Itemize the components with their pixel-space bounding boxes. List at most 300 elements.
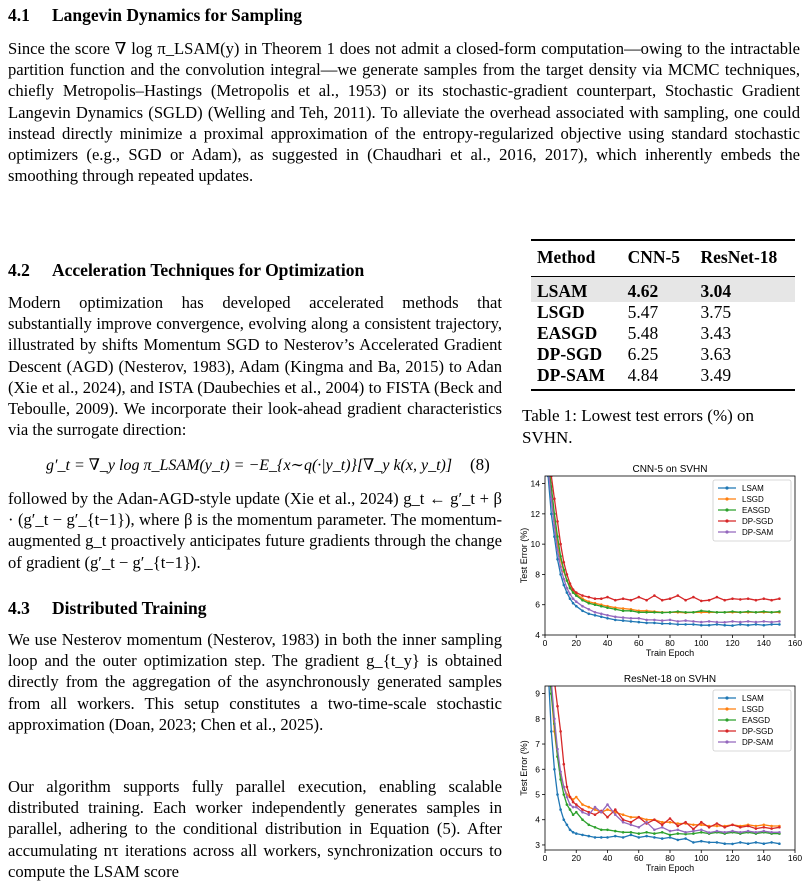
legend-marker [725,696,728,699]
data-point [755,827,758,830]
data-point [700,840,703,843]
x-tick-label: 60 [634,853,644,863]
data-point [588,613,591,616]
data-point [575,605,578,608]
data-point [581,811,584,814]
y-tick-label: 6 [535,599,540,610]
equation-number: (8) [470,455,490,474]
x-tick-label: 40 [602,638,613,648]
table-cell: LSGD [537,302,585,322]
data-point [763,624,766,627]
data-point [550,497,553,500]
data-point [588,806,591,809]
data-point [588,835,591,838]
data-point [684,611,687,614]
data-point [778,597,781,600]
section-heading-4-2 [8,260,364,281]
data-point [569,582,572,585]
data-point [566,587,569,590]
data-point [669,611,672,614]
data-point [700,821,703,824]
data-point [563,578,566,581]
data-point [550,730,553,733]
data-point [716,825,719,828]
table-cell: 4.84 [627,365,659,385]
data-point [606,803,609,806]
data-point [600,836,603,839]
data-point [588,602,591,605]
x-tick-label: 140 [756,853,771,863]
equation-8: g′_t = ∇_y log π_LSAM(y_t) = −E_{x∼q(·|y_t)}[∇_y k(x, y_t)] [46,457,453,474]
table-cell: 3.43 [700,323,732,343]
data-point [692,623,695,626]
data-point [569,597,572,600]
data-point [630,831,633,834]
data-point [716,822,719,825]
section-4-3-paragraph-2: Our algorithm supports fully parallel execution, enabling scalable distributed training. Each worker independently generates samples in parallel, adhering to the conditional distribution in Equation (5). After accumulating nτ iterations across all workers, synchronization occurs to compute the LSAM score [8,777,502,881]
data-point [600,605,603,608]
data-point [622,619,625,622]
chart-title: CNN-5 on SVHN [632,464,708,475]
section-title: Langevin Dynamics for Sampling [52,5,303,25]
table-cell: 6.25 [627,344,659,364]
data-point [778,842,781,845]
data-point [594,611,597,614]
data-point [653,622,656,625]
x-axis-label: Train Epoch [645,863,695,873]
data-point [755,611,758,614]
data-point [645,599,648,602]
data-point [692,841,695,844]
data-point [581,594,584,597]
data-point [550,513,553,516]
data-point [723,599,726,602]
results-table [531,239,795,391]
data-point [692,832,695,835]
data-point [708,624,711,627]
data-point [575,811,578,814]
data-point [661,831,664,834]
data-point [645,831,648,834]
legend-marker [725,740,728,743]
data-point [645,611,648,614]
data-point [778,610,781,613]
data-point [581,605,584,608]
data-point [669,836,672,839]
section-number: 4.3 [8,598,30,618]
data-point [563,793,566,796]
table-header: ResNet-18 [700,247,778,267]
data-point [556,793,559,796]
data-point [630,821,633,824]
data-point [566,824,569,827]
data-point [684,831,687,834]
data-point [708,599,711,602]
section-heading-4-3 [8,598,206,619]
y-tick-label: 5 [535,789,540,800]
data-point [581,808,584,811]
data-point [566,591,569,594]
data-point [569,796,572,799]
data-point [661,599,664,602]
data-point [739,621,742,624]
data-point [594,806,597,809]
data-point [755,623,758,626]
legend [713,480,791,541]
data-point [669,817,672,820]
data-point [731,830,734,833]
table-row [531,365,795,390]
data-point [700,831,703,834]
data-point [575,803,578,806]
data-point [669,622,672,625]
section-number: 4.2 [8,260,30,280]
data-point [638,832,641,835]
data-point [778,826,781,829]
data-point [700,624,703,627]
data-point [755,831,758,834]
legend-label: EASGD [742,506,771,515]
data-point [630,617,633,620]
data-point [653,832,656,835]
data-point [600,811,603,814]
data-point [588,813,591,816]
data-point [739,623,742,626]
legend [713,690,791,751]
data-point [731,610,734,613]
table-header-row [531,240,795,277]
data-point [708,610,711,613]
data-point [723,842,726,845]
data-point [581,599,584,602]
data-point [572,831,575,834]
data-point [559,808,562,811]
data-point [614,619,617,622]
x-tick-label: 20 [571,853,581,863]
y-axis-label: Test Error (%) [519,740,529,796]
data-point [563,584,566,587]
data-point [572,806,575,809]
data-point [638,611,641,614]
data-point [763,824,766,827]
section-4-1-paragraph: Since the score ∇ log π_LSAM(y) in Theorem 1 does not admit a closed-form computation—owing to the intractable partition function and the convolution integral—we generate samples from the target density via MCMC techniques, chiefly Metropolis–Hastings (Metropolis et al., 1953) or its stochastic-gradient counterpart, Stochastic Gradient Langevin Dynamics (SGLD) (Welling and Teh, 2011). To alleviate the overhead associated with sampling, one could instead directly minimize a proximal approximation of the entropy-regularized objective using standard stochastic optimizers (e.g., SGD or Adam), as suggested in (Chaudhari et al., 2016, 2017), which inherently embeds the smoothing through repeated updates. [8,39,800,186]
data-point [692,620,695,623]
data-point [684,623,687,626]
data-point [778,831,781,834]
table-cell: 5.47 [627,302,659,322]
x-tick-label: 40 [602,853,613,863]
section-number: 4.1 [8,5,30,25]
data-point [594,836,597,839]
legend-marker [725,508,728,511]
data-point [684,821,687,824]
data-point [716,830,719,833]
data-point [575,806,578,809]
data-point [594,826,597,829]
data-point [700,600,703,603]
y-tick-label: 4 [535,630,540,640]
data-point [575,832,578,835]
data-point [723,831,726,834]
data-point [716,596,719,599]
data-point [661,826,664,829]
data-point [700,621,703,624]
data-point [684,599,687,602]
data-point [572,588,575,591]
y-tick-label: 9 [535,688,540,699]
data-point [747,610,750,613]
data-point [566,796,569,799]
data-point [575,594,578,597]
data-point [581,834,584,837]
data-point [600,829,603,832]
data-point [653,594,656,597]
data-point [692,824,695,827]
legend-label: LSGD [742,495,764,504]
data-point [684,837,687,840]
data-point [723,621,726,624]
data-point [614,830,617,833]
data-point [556,549,559,552]
data-point [638,826,641,829]
data-point [763,842,766,845]
section-4-2-paragraph-2: followed by the Adan-AGD-style update (Xie et al., 2024) g_t ← g′_t + β · (g′_t − g′_{t−1}), where β is the momentum parameter. The momentum-augmented g_t proactively anticipates future gradients through the change of gradient (g′_t − g′_{t−1}). [8,489,502,572]
section-4-3-paragraph: We use Nesterov momentum (Nesterov, 1983) in both the inner sampling loop and the outer optimization step. The gradient g_{t_y} is obtained directly from the aggregation of the asynchronously generated samples from all workers. This setup constitutes a two-time-scale stochastic approximation (Doan, 2023; Chen et al., 2025). [8,630,502,734]
data-point [581,610,584,613]
data-point [770,599,773,602]
data-point [556,705,559,708]
data-point [606,606,609,609]
data-point [684,619,687,622]
x-tick-label: 100 [694,853,709,863]
data-point [606,617,609,620]
data-point [653,611,656,614]
data-point [547,467,550,470]
data-point [770,825,773,828]
table-cell: DP-SGD [537,344,603,364]
data-point [708,831,711,834]
data-point [553,768,556,771]
y-tick-label: 7 [535,739,540,750]
table-header: Method [537,247,596,267]
y-tick-label: 8 [535,713,540,724]
data-point [653,829,656,832]
x-tick-label: 160 [787,853,803,863]
x-tick-label: 160 [787,638,803,648]
table-cell: 3.49 [700,365,732,385]
y-tick-label: 8 [535,569,540,580]
data-point [566,573,569,576]
data-point [763,597,766,600]
legend-label: LSAM [742,484,764,493]
x-tick-label: 80 [665,638,675,648]
data-point [594,603,597,606]
data-point [716,841,719,844]
x-axis-label: Train Epoch [645,648,695,658]
section-4-2-paragraph: Modern optimization has developed accelerated methods that substantially improve convergence, evolving along a consistent trajectory, illustrated by shifts Momentum SGD to Nesterov’s Accelerated Gradient Descent (AGD) (Nesterov, 1983), Adam (Kingma and Ba, 2015) to Adan (Xie et al., 2024), and ISTA (Daubechies et al., 2004) to FISTA (Beck and Teboulle, 2009). We incorporate their look-ahead gradient characteristics via the surrogate direction: [8,293,502,440]
data-point [581,818,584,821]
data-point [731,843,734,846]
data-point [566,786,569,789]
data-point [677,620,680,623]
data-point [645,622,648,625]
data-point [723,611,726,614]
data-point [747,842,750,845]
y-tick-label: 3 [535,839,540,850]
legend-label: DP-SGD [742,727,774,736]
table-cell: 3.63 [700,344,732,364]
data-point [661,611,664,614]
data-point [716,611,719,614]
data-point [630,834,633,837]
legend-label: DP-SAM [742,738,774,747]
data-point [700,829,703,832]
data-point [716,623,719,626]
data-point [677,610,680,613]
data-point [770,621,773,624]
legend-label: LSGD [742,705,764,714]
data-point [755,599,758,602]
data-point [638,621,641,624]
data-point [630,610,633,613]
data-point [661,821,664,824]
data-point [747,620,750,623]
data-point [661,622,664,625]
x-tick-label: 100 [694,638,709,648]
y-tick-label: 6 [535,764,540,775]
data-point [572,602,575,605]
data-point [661,837,664,840]
data-point [763,826,766,829]
data-point [755,841,758,844]
data-point [575,600,578,603]
data-point [739,831,742,834]
data-point [600,597,603,600]
x-tick-label: 120 [725,853,740,863]
data-point [692,611,695,614]
data-point [569,808,572,811]
legend-label: EASGD [742,716,771,725]
data-point [614,599,617,602]
data-point [770,831,773,834]
table-row [531,277,795,303]
legend-marker [725,718,728,721]
data-point [645,619,648,622]
data-point [569,803,572,806]
data-point [763,610,766,613]
data-point [708,841,711,844]
data-point [556,520,559,523]
legend-label: DP-SAM [742,528,774,537]
legend-marker [725,729,728,732]
table-row [531,302,795,323]
data-point [569,587,572,590]
data-point [630,824,633,827]
data-point [550,680,553,683]
data-point [622,836,625,839]
data-point [594,597,597,600]
data-point [731,624,734,627]
table-cell: 3.04 [695,277,795,303]
data-point [778,623,781,626]
section-heading-4-1 [8,5,302,26]
data-point [588,596,591,599]
data-point [563,569,566,572]
data-point [614,835,617,838]
data-point [606,808,609,811]
table-cell: 4.62 [622,277,695,303]
data-point [614,608,617,611]
data-point [614,813,617,816]
data-point [677,832,680,835]
data-point [566,579,569,582]
data-point [553,718,556,721]
data-point [700,824,703,827]
data-point [755,825,758,828]
x-tick-label: 0 [542,853,548,863]
legend-marker [725,707,728,710]
data-point [569,829,572,832]
data-point [653,836,656,839]
data-point [606,829,609,832]
y-axis-label: Test Error (%) [519,527,529,584]
data-point [622,610,625,613]
data-point [739,598,742,601]
data-point [708,826,711,829]
data-point [569,593,572,596]
data-point [638,836,641,839]
data-point [622,607,625,610]
data-point [559,730,562,733]
data-point [739,841,742,844]
data-point [559,573,562,576]
data-point [630,620,633,623]
y-tick-label: 12 [530,508,540,519]
table-header: CNN-5 [627,247,681,267]
x-tick-label: 0 [542,638,548,648]
data-point [614,616,617,619]
data-point [556,535,559,538]
table-caption: Table 1: Lowest test errors (%) on SVHN. [522,406,755,447]
data-point [677,594,680,597]
data-point [600,613,603,616]
data-point [731,597,734,600]
data-point [739,826,742,829]
data-point [669,834,672,837]
legend-marker [725,519,728,522]
y-tick-label: 14 [530,478,540,489]
resnet18-svhn-chart [518,672,803,877]
data-point [677,825,680,828]
data-point [653,818,656,821]
data-point [606,816,609,819]
data-point [692,830,695,833]
data-point [723,826,726,829]
data-point [731,620,734,623]
data-point [747,830,750,833]
data-point [588,608,591,611]
x-tick-label: 120 [725,638,740,648]
y-tick-label: 4 [535,814,540,825]
data-point [770,623,773,626]
data-point [572,801,575,804]
section-title: Distributed Training [52,598,207,618]
legend-label: DP-SGD [742,517,774,526]
table-cell: EASGD [537,323,598,343]
legend-marker [725,486,728,489]
data-point [630,599,633,602]
data-point [638,617,641,620]
